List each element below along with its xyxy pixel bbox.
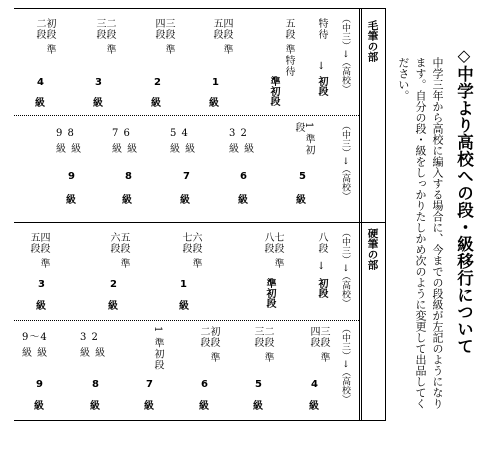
- kyu-label: 級: [90, 401, 100, 412]
- kyu-label: 級: [209, 98, 219, 109]
- source-grade: 5 4 級 級: [170, 128, 197, 155]
- target-grade: 1: [212, 77, 219, 88]
- row-condition: （中三）→（高校）: [340, 324, 350, 404]
- target-grade: 8: [125, 171, 132, 182]
- kyu-label: 級: [34, 401, 44, 412]
- kyu-label: 級: [151, 98, 161, 109]
- source-grade: 初段 準二段: [34, 18, 55, 56]
- arrow-icon: ↓: [317, 261, 326, 272]
- kyu-label: 級: [93, 98, 103, 109]
- kyu-label: 級: [35, 98, 45, 109]
- row-divider-1: [14, 115, 359, 116]
- source-grade: 7 6 級 級: [112, 128, 139, 155]
- row-condition: （中三）→（高校）: [340, 121, 350, 201]
- target-grade: 2: [110, 279, 117, 290]
- source-grade: 3 2 級 級: [80, 332, 107, 359]
- source-grade: 五段 準六段: [108, 232, 129, 270]
- intro-text: 中学三年から高校に編入する場合に、今までの段級が左記のようになります。自分の段・級をしっかりたしかめ次のように変更して出品してください。: [396, 57, 444, 409]
- top-rule: [14, 8, 386, 9]
- source-grade: 六段 準七段: [180, 232, 201, 270]
- target-grade: 5: [255, 379, 262, 390]
- source-grade: 七段 準八段: [262, 232, 283, 270]
- target-grade: 3: [95, 77, 102, 88]
- target-grade: 初段: [316, 278, 327, 298]
- section-header-pen: 硬筆の部: [366, 228, 379, 270]
- target-grade: 準初段: [268, 76, 279, 106]
- source-grade: 四段 準五段: [211, 18, 232, 56]
- source-grade: 二段 準三段: [252, 326, 273, 364]
- source-grade: 1 準初段: [152, 326, 163, 371]
- kyu-label: 級: [238, 195, 248, 206]
- kyu-label: 級: [122, 195, 132, 206]
- source-grade: 1 準初段: [293, 122, 314, 156]
- section-divider: [14, 222, 386, 223]
- target-grade: 3: [38, 279, 45, 290]
- row-condition: （中三）→（高校）: [340, 228, 350, 308]
- source-grade: 四段 準五段: [28, 232, 49, 270]
- source-grade: 初段 準二段: [198, 326, 219, 364]
- target-grade: 初段: [316, 76, 327, 96]
- target-grade: 4: [37, 77, 44, 88]
- page-title: ◇中学より高校への段・級移行について: [454, 46, 474, 355]
- source-grade: 9 8 級 級: [56, 128, 83, 155]
- kyu-label: 級: [179, 301, 189, 312]
- target-grade: 準初段: [264, 278, 275, 308]
- target-grade: 5: [299, 171, 306, 182]
- target-grade: 6: [240, 171, 247, 182]
- kyu-label: 級: [144, 401, 154, 412]
- header-col-border-1: [361, 8, 362, 421]
- kyu-label: 級: [199, 401, 209, 412]
- header-col-border-2: [359, 8, 360, 421]
- row-divider-2: [14, 320, 359, 321]
- target-grade: 8: [92, 379, 99, 390]
- kyu-label: 級: [253, 401, 263, 412]
- arrow-icon: ↓: [317, 61, 326, 72]
- kyu-label: 級: [108, 301, 118, 312]
- target-grade: 2: [154, 77, 161, 88]
- source-grade: 9〜4 級 級: [22, 332, 49, 359]
- right-border: [385, 8, 386, 421]
- bottom-rule: [14, 420, 386, 421]
- row-condition: （中三）→（高校）: [340, 14, 350, 94]
- target-grade: 1: [180, 279, 187, 290]
- source-grade: 三段 準四段: [153, 18, 174, 56]
- target-grade: 6: [201, 379, 208, 390]
- target-grade: 9: [36, 379, 43, 390]
- source-grade: 五段 準特待: [283, 18, 294, 78]
- kyu-label: 級: [309, 401, 319, 412]
- source-grade: 特待: [316, 18, 327, 40]
- source-grade: 八段: [316, 232, 327, 254]
- kyu-label: 級: [296, 195, 306, 206]
- target-grade: 4: [311, 379, 318, 390]
- source-grade: 二段 準三段: [94, 18, 115, 56]
- kyu-label: 級: [66, 195, 76, 206]
- kyu-label: 級: [36, 301, 46, 312]
- target-grade: 7: [146, 379, 153, 390]
- section-header-brush: 毛筆の部: [366, 20, 379, 62]
- target-grade: 7: [183, 171, 190, 182]
- source-grade: 3 2 級 級: [229, 128, 256, 155]
- kyu-label: 級: [180, 195, 190, 206]
- target-grade: 9: [68, 171, 75, 182]
- source-grade: 三段 準四段: [308, 326, 329, 364]
